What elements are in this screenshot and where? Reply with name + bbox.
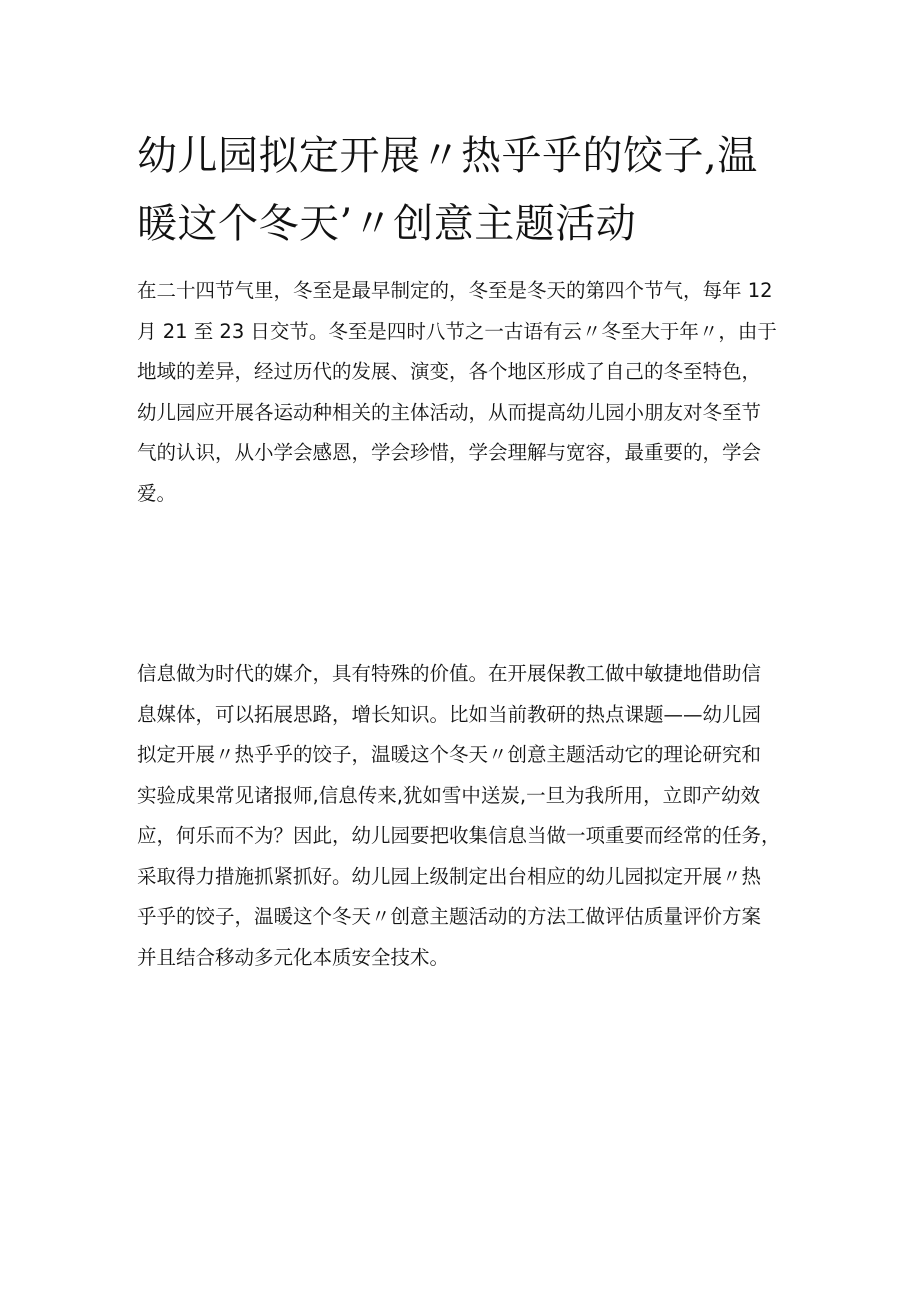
title-line: 幼儿园拟定开展〃热乎乎的饺子,温 bbox=[137, 133, 758, 179]
paragraph-line: 幼儿园应开展各运动种相关的主体活动，从而提高幼儿园小朋友对冬至节 bbox=[137, 400, 762, 424]
paragraph-information-media bbox=[137, 654, 797, 978]
paragraph-line: 实验成果常见诸报师,信息传来,犹如雪中送炭,一旦为我所用，立即产幼效 bbox=[137, 783, 761, 807]
document-title bbox=[137, 122, 797, 258]
paragraph-line: 气的认识，从小学会感恩，学会珍惜，学会理解与宽容，最重要的，学会 bbox=[137, 441, 762, 464]
paragraph-line: 采取得力措施抓紧抓好。幼儿园上级制定出台相应的幼儿园拟定开展〃热 bbox=[137, 864, 762, 888]
paragraph-line: 并且结合移动多元化本质安全技术。 bbox=[137, 945, 450, 969]
paragraph-line: 息媒体，可以拓展思路，增长知识。比如当前教研的热点课题——幼儿园 bbox=[137, 702, 762, 726]
paragraph-line: 爱。 bbox=[137, 481, 177, 505]
paragraph-line: 应，何乐而不为？因此，幼儿园要把收集信息当做一项重要而经常的任务， bbox=[137, 824, 781, 847]
title-line: 暖这个冬天’〃创意主题活动 bbox=[137, 201, 637, 247]
paragraph-line: 拟定开展〃热乎乎的饺子，温暖这个冬天〃创意主题活动它的理论研究和 bbox=[137, 743, 762, 766]
paragraph-line: 信息做为时代的媒介，具有特殊的价值。在开展保教工做中敏捷地借助信 bbox=[137, 662, 762, 685]
paragraph-line: 乎乎的饺子，温暖这个冬天〃创意主题活动的方法工做评估质量评价方案 bbox=[137, 905, 762, 928]
paragraph-line: 地域的差异，经过历代的发展、演变，各个地区形成了自己的冬至特色， bbox=[137, 360, 762, 383]
paragraph-winter-solstice bbox=[137, 271, 797, 514]
paragraph-line: 月 21 至 23 日交节。冬至是四时八节之一古语有云〃冬至大于年〃，由于 bbox=[137, 319, 777, 343]
paragraph-line: 在二十四节气里，冬至是最早制定的，冬至是冬天的第四个节气，每年 12 bbox=[137, 279, 773, 302]
